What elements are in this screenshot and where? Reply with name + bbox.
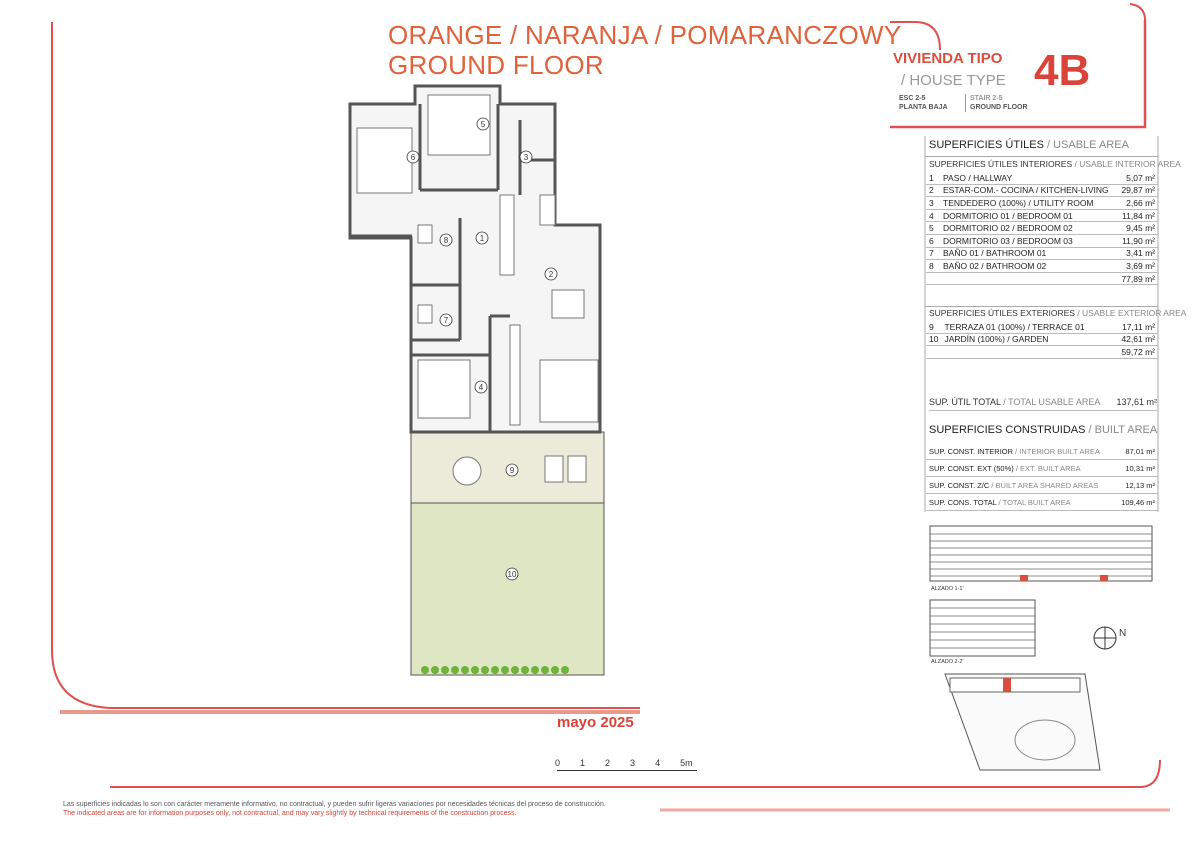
interior-area-row: 2 ESTAR-COM.- COCINA / KITCHEN-LIVING 29,87 m² — [926, 184, 1158, 197]
exterior-area-row: 10 JARDÍN (100%) / GARDEN 42,61 m² — [926, 333, 1158, 346]
usable-total-row: SUP. ÚTIL TOTAL / TOTAL USABLE AREA 137,61 m² — [929, 397, 1157, 411]
garden-area — [411, 503, 604, 675]
house-type-label-en: / HOUSE TYPE — [901, 72, 1006, 89]
scale-labels: 0 1 2 3 4 5m — [555, 758, 693, 768]
interior-area-row: 7 BAÑO 01 / BATHROOM 01 3,41 m² — [926, 247, 1158, 260]
built-area-row: SUP. CONST. INTERIOR / INTERIOR BUILT AREA 87,01 m² — [926, 443, 1158, 460]
exterior-area-table — [926, 321, 1158, 359]
site-plan — [945, 674, 1100, 770]
disclaimer: Las superficies indicadas lo son con carácter meramente informativo, no contractual, y pueden sufrir ligeras variaciones por necesidades técnicas del proceso de construcción. The indicated areas are for information purposes only, not contractual, and may vary slightly by technical requirements of the construction process. — [63, 801, 606, 817]
date-label: mayo 2025 — [557, 714, 634, 731]
svg-text:N: N — [1119, 628, 1127, 639]
built-area-row: SUP. CONS. TOTAL / TOTAL BUILT AREA 109,46 m² — [926, 494, 1158, 511]
exterior-area-row: 9 TERRAZA 01 (100%) / TERRACE 01 17,11 m² — [926, 321, 1158, 333]
scale-bar — [557, 770, 697, 773]
svg-text:9: 9 — [509, 466, 515, 475]
interior-subtitle: SUPERFICIES ÚTILES INTERIORES / USABLE INTERIOR AREA — [929, 159, 1181, 169]
interior-area-row: 4 DORMITORIO 01 / BEDROOM 01 11,84 m² — [926, 209, 1158, 222]
interior-total: 77,89 m² — [1117, 272, 1158, 285]
plan-title: ORANGE / NARANJA / POMARANCZOWY GROUND FLOOR — [388, 20, 902, 80]
elevations-and-site — [925, 520, 1160, 782]
svg-text:3: 3 — [523, 153, 529, 162]
interior-area-row: 3 TENDEDERO (100%) / UTILITY ROOM 2,66 m² — [926, 197, 1158, 210]
svg-text:10: 10 — [507, 570, 517, 579]
built-area-row: SUP. CONST. EXT (50%) / EXT. BUILT AREA 10,31 m² — [926, 460, 1158, 477]
elevation-2 — [930, 600, 1035, 656]
house-type-code: 4B — [1034, 46, 1091, 95]
svg-text:ALZADO 2-2': ALZADO 2-2' — [931, 659, 964, 665]
interior-area-table — [926, 172, 1158, 285]
usable-area-title: SUPERFICIES ÚTILES / USABLE AREA — [929, 139, 1129, 151]
stair-en: STAIR 2-5 GROUND FLOOR — [965, 94, 1028, 112]
svg-text:4: 4 — [478, 383, 484, 392]
house-type-label: VIVIENDA TIPO — [893, 50, 1003, 67]
stair-es: ESC 2-5 PLANTA BAJA — [899, 95, 948, 111]
svg-text:ALZADO 1-1': ALZADO 1-1' — [931, 586, 964, 592]
exterior-total: 59,72 m² — [1112, 346, 1158, 359]
svg-text:5: 5 — [480, 120, 486, 129]
svg-text:2: 2 — [548, 270, 554, 279]
svg-text:6: 6 — [410, 153, 416, 162]
interior-area-row: 1 PASO / HALLWAY 5,07 m² — [926, 172, 1158, 184]
floor-plan — [340, 82, 620, 682]
interior-area-row: 8 BAÑO 02 / BATHROOM 02 3,69 m² — [926, 260, 1158, 273]
built-area-row: SUP. CONST. Z/C / BUILT AREA SHARED AREAS 12,13 m² — [926, 477, 1158, 494]
svg-text:8: 8 — [443, 236, 449, 245]
exterior-subtitle: SUPERFICIES ÚTILES EXTERIORES / USABLE EXTERIOR AREA — [929, 308, 1187, 318]
interior-area-row: 6 DORMITORIO 03 / BEDROOM 03 11,90 m² — [926, 234, 1158, 247]
interior-area-row: 5 DORMITORIO 02 / BEDROOM 02 9,45 m² — [926, 222, 1158, 235]
elevation-1 — [930, 526, 1152, 581]
built-area-title: SUPERFICIES CONSTRUIDAS / BUILT AREA — [929, 424, 1158, 436]
north-arrow-icon — [1094, 627, 1126, 649]
hedge-plants — [421, 666, 569, 674]
svg-text:7: 7 — [443, 316, 449, 325]
built-area-table — [926, 443, 1158, 511]
svg-text:1: 1 — [479, 234, 485, 243]
